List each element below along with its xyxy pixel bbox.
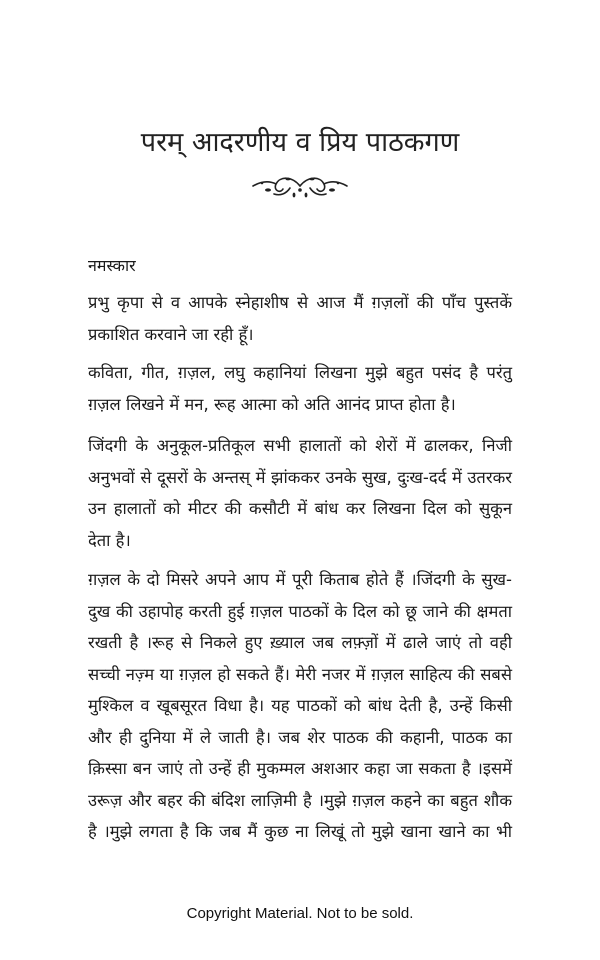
paragraph-3 (88, 430, 512, 556)
text-line: देता है। (88, 530, 131, 550)
text-line: सच्ची नज़्म या ग़ज़ल हो सकते हैं। मेरी नजर में ग़ज़ल साहित्य की सबसे (88, 664, 512, 684)
text-line: रखती है ।रूह से निकले हुए ख़्याल जब लफ़्ज़ों में ढाले जाएं तो वही (88, 633, 512, 652)
text-line: है ।मुझे लगता है कि जब मैं कुछ ना लिखूं तो मुझे खाना खाने का भी (88, 822, 512, 841)
text-line: जिंदगी के अनुकूल-प्रतिकूल सभी हालातों को शेरों में ढालकर, निजी (88, 436, 512, 455)
text-line: दुख की उहापोह करती हुई ग़ज़ल पाठकों के दिल को छू जाने की क्षमता (88, 601, 512, 621)
text-line: उन हालातों को मीटर की कसौटी में बांध कर लिखना दिल को सुकून (88, 499, 512, 518)
text-line: मुश्किल व खूबसूरत विधा है। यह पाठकों को बांध देती है, उन्हें किसी (88, 696, 512, 715)
greeting: नमस्कार (88, 256, 136, 275)
text-line: और ही दुनिया में ले जाती है। जब शेर पाठक की कहानी, पाठक का (88, 727, 512, 747)
text-line: ग़ज़ल के दो मिसरे अपने आप में पूरी किताब होते हैं ।जिंदगी के सुख- (88, 570, 512, 589)
paragraph-4 (88, 564, 512, 848)
text-line: प्रकाशित करवाने जा रही हूँ। (88, 324, 254, 344)
text-line: प्रभु कृपा से व आपके स्नेहाशीष से आज मैं ग़ज़लों की पाँच पुस्तकें (88, 293, 512, 312)
text-line: उरूज़ और बहर की बंदिश लाज़िमी है ।मुझे ग़ज़ल कहने का बहुत शौक (88, 790, 512, 810)
text-line: अनुभवों से दूसरों के अन्तस् में झांककर उनके सुख, दुःख-दर्द में उतरकर (88, 467, 512, 487)
text-line: क़िस्सा बन जाएं तो उन्हें ही मुकम्मल अशआर कहा जा सकता है ।इसमें (88, 759, 512, 778)
copyright-footer: Copyright Material. Not to be sold. (186, 905, 414, 922)
paragraph-2 (88, 357, 512, 420)
page-title: परम् आदरणीय व प्रिय पाठकगण (140, 127, 460, 158)
text-line: ग़ज़ल लिखने में मन, रूह आत्मा को अति आनंद प्राप्त होता है। (88, 394, 456, 414)
text-line: कविता, गीत, ग़ज़ल, लघु कहानियां लिखना मुझे बहुत पसंद है परंतु (88, 363, 512, 382)
paragraph-1 (88, 287, 512, 350)
floral-ornament-icon (250, 172, 350, 200)
